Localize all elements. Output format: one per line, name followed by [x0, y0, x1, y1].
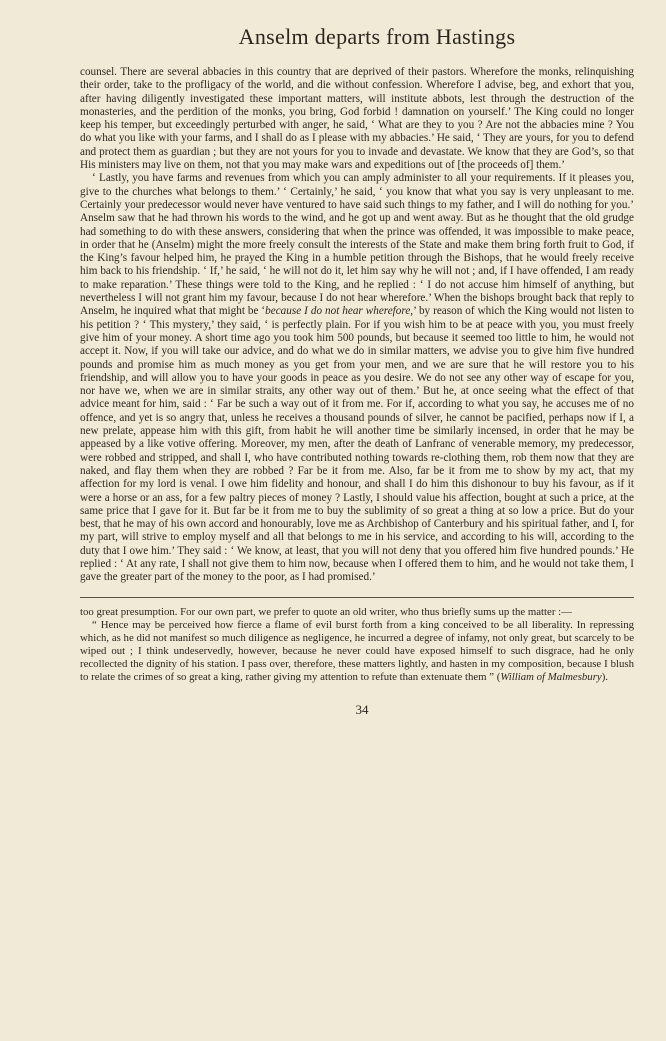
paragraph-1: counsel. There are several abbacies in this country that are deprived of their pastors. Wherefore the monks, relinquishing their order, take to the profligacy of the world, and die without confession. Wherefore I advise, beg, and exhort that you, after having diligently investigated these important matters, will institute abbots, lest through the destruction of the monasteries, and the perdition of the monks, you bring, God forbid ! damnation on yourself.’ The King could no longer keep his temper, but exceedingly perturbed with anger, he said, ‘ What are they to you ? Are not the abbacies mine ? You do what you like with your farms, and I shall do as I please with my abbacies.’ He said, ‘ They are yours, for you to defend and protect them as guardian ; but they are not yours for you to invade and devastate. We know that they are God’s, so that His ministers may live on them, not that you may make wars and expeditions out of [the proceeds of] them.’: [80, 66, 634, 172]
footnote-rule: [80, 597, 634, 598]
paragraph-2-part-a: ‘ Lastly, you have farms and revenues from which you can amply administer to all your requirements. If it pleases you, give to the churches what belongs to them.’ ‘ Certainly,’ he said, ‘ you know that what you say is very unpleasant to me. Certainly your predecessor would never have ventured to have said such things to my father, and I will do nothing for you.’ Anselm saw that he had thrown his words to the wind, and he got up and went away. But as he thought that the old grudge had something to do with these answers, considering that when the prince was offended, it was impossible to make peace, in order that he (Anselm) might the more freely consult the interests of the State and make them bring forth fruit to God, if the King’s favour helped him, he prayed the King in a humble petition through the Bishops, that he would freely receive him back to his friendship. ‘ If,’ he said, ‘ he will not do it, let him say why he will not ; and, if I have offended, I am ready to make reparation.’ These things were told to the King, and he replied : ‘ I do not accuse him himself of anything, but nevertheless I will not grant him my favour, because I do not hear wherefore.’ When the bishops brought back that reply to Anselm, he inquired what that might be ‘: [80, 172, 634, 318]
footnote-quote-end: ).: [601, 670, 608, 683]
footnote: [80, 606, 634, 684]
footnote-quote-source: William of Malmesbury: [500, 670, 602, 683]
footnote-intro: too great presumption. For our own part, we prefer to quote an old writer, who thus briefly sums up the matter :—: [80, 605, 572, 618]
main-text: [80, 66, 634, 585]
paragraph-2: [80, 172, 634, 584]
paragraph-2-italic-phrase: because I do not hear wherefore,: [265, 305, 414, 318]
footnote-quote-text: “ Hence may be perceived how fierce a flame of evil burst forth from a king conceived to be all liberality. In repressing which, as he did not manifest so much diligence as negligence, he incurred a degree of infamy, not only great, but scarcely to be wiped out ; I think undeservedly, however, because he never could have exposed himself to such disgrace, had he only recollected the dignity of his station. I pass over, therefore, these matters lightly, and hasten in my composition, because I blush to relate the crimes of so great a king, rather giving my attention to refute than extenuate them ” (: [80, 618, 634, 683]
footnote-quote: [80, 619, 634, 684]
paragraph-2-part-b: ’ by reason of which the King would not listen to his petition ? ‘ This mystery,’ they said, ‘ is perfectly plain. For if you wish him to be at peace with you, you must freely give him of your money. A short time ago you took him 500 pounds, but because it seemed too little to him, he would not accept it. Now, if you will take our advice, and do what we do in similar matters, we advise you to give him five hundred pounds and promise him as much money as you get from your men, and we are sure that he will restore you to his friendship, and will allow you to have your goods in peace as you desire. We do not see any other way of escape for you, nor have we, when we are in similar straits, any other way out of them.’ But he, at once seeing what the effect of that advice meant for him, said : ‘ Far be such a way out of it from me. For if, according to what you say, he accuses me of no offence, and yet is so angry that, unless he receives a thousand pounds of silver, he cannot be pacified, perhaps now if I, a new prelate, appease him with this gift, from habit he will another time be similarly incensed, in order that he may be appeased by a like votive offering. Moreover, my men, after the death of Lanfranc of venerable memory, my predecessor, were robbed and stripped, and shall I, who have contributed nothing towards re-clothing them, rob them now that they are naked, and flay them when they are robbed ? Far be it from me. Also, far be it from me to show by my act, that my affection for my lord is venal. I owe him fidelity and honour, and shall I do him this dishonour to buy his favour, as if it were a horse or an ass, for a few paltry pieces of money ? Lastly, I should value his affection, bought at such a price, at the same price that I gave for it. But far be it from me to buy the sublimity of so great a thing at so low a price. But do your best, that he may of his own accord and honourably, love me as Archbishop of Canterbury and his spiritual father, and I, for my part, will strive to employ myself and all that belongs to me in his service, and according to his will, according to the duty that I owe him.’ They said : ‘ We know, at least, that you will not deny that you offered him five hundred pounds.’ He replied : ‘ At any rate, I shall not give them to him now, because when I offered them to him, and he would not take them, I gave the greater part of the money to the poor, as I had promised.’: [80, 305, 634, 584]
page-number: 34: [355, 701, 369, 717]
running-head-title: Anselm departs from Hastings: [238, 24, 516, 49]
